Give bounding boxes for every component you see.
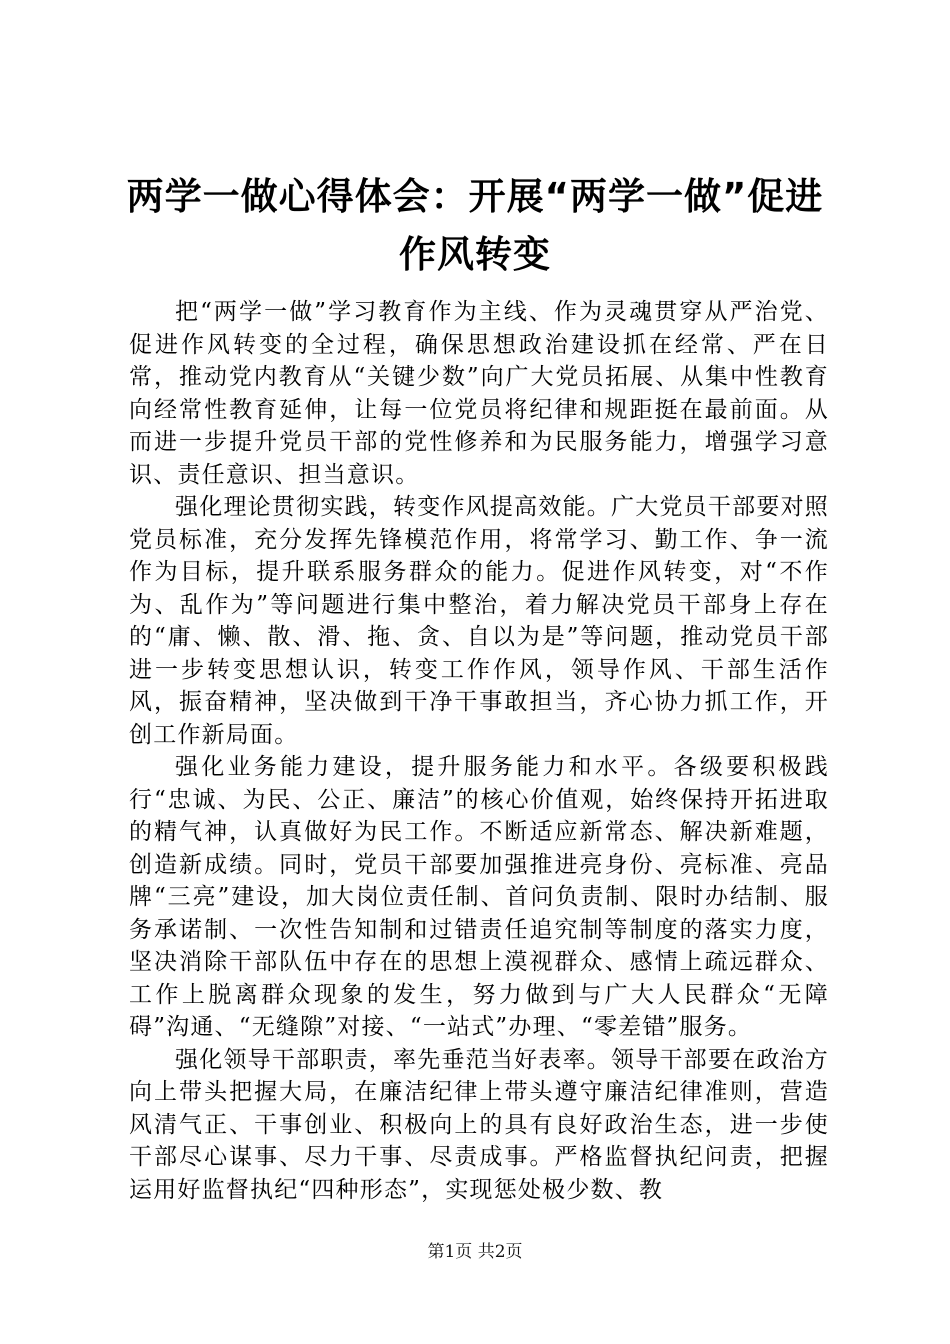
paragraph: 强化业务能力建设，提升服务能力和水平。各级要积极践行“忠诚、为民、公正、廉洁”的核心价值观，始终保持开拓进取的精气神，认真做好为民工作。不断适应新常态、解决新难题，创造新成绩。同时，党员干部要加强推进亮身份、亮标准、亮品牌“三亮”建设，加大岗位责任制、首问负责制、限时办结制、服务承诺制、一次性告知制和过错责任追究制等制度的落实力度，坚决消除干部队伍中存在的思想上漠视群众、感情上疏远群众、工作上脱离群众现象的发生，努力做到与广大人民群众“无障碍”沟通、“无缝隙”对接、“一站式”办理、“零差错”服务。	[129, 754, 829, 1040]
document-title: 两学一做心得体会：开展“两学一做”促进作风转变	[126, 175, 824, 276]
document-body	[129, 296, 829, 1206]
paragraph: 强化理论贯彻实践，转变作风提高效能。广大党员干部要对照党员标准，充分发挥先锋模范作用，将常学习、勤工作、争一流作为目标，提升联系服务群众的能力。促进作风转变，对“不作为、乱作为”等问题进行集中整治，着力解决党员干部身上存在的“庸、懒、散、滑、拖、贪、自以为是”等问题，推动党员干部进一步转变思想认识，转变工作作风，领导作风、干部生活作风，振奋精神，坚决做到干净干事敢担当，齐心协力抓工作，开创工作新局面。	[129, 494, 829, 748]
paragraph: 强化领导干部职责，率先垂范当好表率。领导干部要在政治方向上带头把握大局，在廉洁纪律上带头遵守廉洁纪律准则，营造风清气正、干事创业、积极向上的具有良好政治生态，进一步使干部尽心谋事、尽力干事、尽责成事。严格监督执纪问责，把握运用好监督执纪“四种形态”，实现惩处极少数、教	[129, 1046, 829, 1203]
page-number-footer: 第1页 共2页	[427, 1242, 523, 1262]
paragraph: 把“两学一做”学习教育作为主线、作为灵魂贯穿从严治党、促进作风转变的全过程，确保思想政治建设抓在经常、严在日常，推动党内教育从“关键少数”向广大党员拓展、从集中性教育向经常性教育延伸，让每一位党员将纪律和规距挺在最前面。从而进一步提升党员干部的党性修养和为民服务能力，增强学习意识、责任意识、担当意识。	[129, 299, 829, 488]
